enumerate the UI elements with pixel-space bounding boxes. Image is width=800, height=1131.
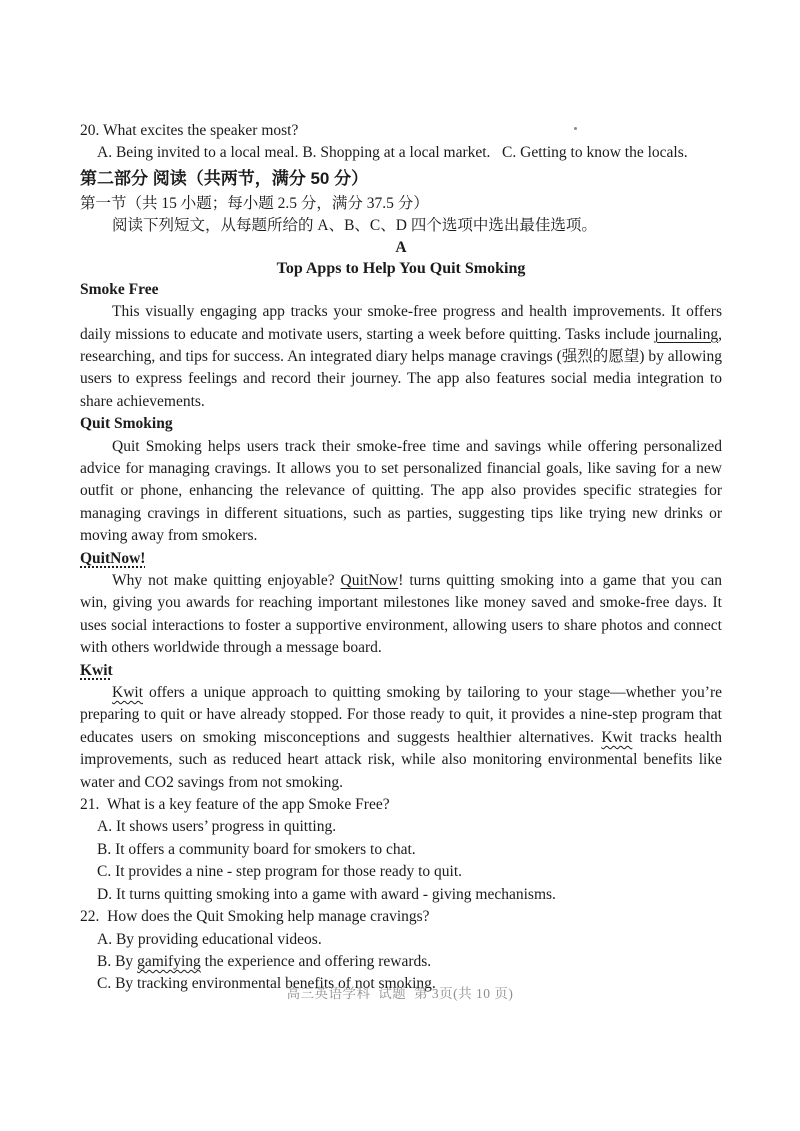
paragraph-text: offers a unique approach to quitting smoking by tailoring to your stage—whether you’re preparing to quit or have already stopped. For those ready to quit, it provides a nine-step program that educates users on smoking misconceptions and suggests healthier alternatives.	[80, 684, 722, 746]
paragraph-text: This visually engaging app tracks your smoke-free progress and health improvements. It offers daily missions to educate and motivate users, starting a week before quitting. Tasks include	[80, 303, 722, 343]
app-section-kwit	[80, 660, 722, 794]
option-text: D. It turns quitting smoking into a game with award - giving mechanisms.	[97, 885, 556, 903]
underlined-heading-kwit: Kwit	[80, 661, 113, 679]
option-text: C. By tracking environmental benefits of not smoking.	[97, 975, 436, 993]
underlined-heading-quitnow: QuitNow!	[80, 549, 146, 567]
paragraph-text: Why not make quitting enjoyable?	[112, 572, 341, 589]
question-option	[80, 861, 722, 883]
option-text: the experience and offering rewards.	[200, 952, 432, 970]
app-name-heading	[80, 548, 722, 570]
paragraph-text: tracks health improvements, such as reduced heart attack risk, while also monitoring environmental benefits like water and CO2 savings from not smoking.	[80, 728, 722, 791]
paragraph-text: , researching, and tips for success. An integrated diary helps manage cravings (强烈的愿望) by allowing users to express feelings and record their journey. The app also features social media integration to share achievements.	[80, 325, 722, 410]
question-option	[80, 839, 722, 861]
option-text: A. It shows users’ progress in quitting.	[97, 818, 337, 836]
question-option	[80, 951, 722, 973]
option-text: A. By providing educational videos.	[97, 930, 322, 948]
paragraph-text: Quit Smoking helps users track their smoke-free time and savings while offering personalized advice for managing cravings. It allows you to set personalized financial goals, like saving for a new outfit or phone, enhancing the relevance of quitting. The app also provides specific strategies for managing cravings in different situations, such as parties, suggesting tips like trying new drinks or moving away from smokers.	[80, 437, 722, 545]
underlined-word-kwit: Kwit	[112, 684, 143, 702]
app-paragraph	[80, 301, 722, 413]
app-section-quitnow	[80, 548, 722, 660]
app-section-quit-smoking	[80, 413, 722, 547]
option-text: B. By	[97, 952, 138, 970]
app-name-heading: Smoke Free	[80, 280, 159, 298]
passage-label: A	[395, 238, 407, 256]
underlined-word-gamifying: gamifying	[137, 952, 201, 970]
underlined-word-kwit: Kwit	[601, 728, 633, 746]
passage-title: Top Apps to Help You Quit Smoking	[276, 259, 526, 277]
question-20-stem: 20. What excites the speaker most?	[80, 122, 299, 139]
option-text: B. It offers a community board for smokers to chat.	[97, 840, 416, 858]
question-21	[80, 794, 722, 906]
app-name-heading: Quit Smoking	[80, 415, 173, 433]
app-section-smoke-free	[80, 279, 722, 413]
app-name-heading	[80, 660, 722, 682]
question-20-options: A. Being invited to a local meal. B. Shopping at a local market. C. Getting to know the locals.	[97, 144, 688, 162]
app-paragraph	[80, 682, 722, 794]
underlined-word-quitnow: QuitNow	[340, 572, 399, 589]
page-footer: 高三英语学科 试题 第 3页(共 10 页)	[286, 986, 514, 1001]
reading-part-header: 第二部分 阅读（共两节，满分 50 分）	[80, 168, 369, 188]
question-stem: 21. What is a key feature of the app Smoke Free?	[80, 796, 390, 814]
question-option	[80, 929, 722, 951]
page-content	[80, 120, 722, 996]
question-option	[80, 816, 722, 838]
reading-section-header: 第一节（共 15 小题；每小题 2.5 分，满分 37.5 分）	[80, 194, 429, 212]
option-text: C. It provides a nine - step program for those ready to quit.	[97, 863, 463, 881]
question-20	[80, 120, 722, 165]
question-option	[80, 884, 722, 906]
reading-instructions: 阅读下列短文，从每题所给的 A、B、C、D 四个选项中选出最佳选项。	[112, 217, 597, 235]
paragraph-text: ! turns quitting smoking into a game that you can win, giving you awards for reaching important milestones like money saved and smoke-free days. It uses social interactions to foster a supportive environment, allowing users to share photos and connect with others worldwide through a message board.	[80, 572, 723, 657]
app-paragraph	[80, 436, 722, 548]
question-stem: 22. How does the Quit Smoking help manage cravings?	[80, 908, 430, 926]
app-paragraph	[80, 570, 722, 660]
underlined-word-journaling: journaling	[654, 325, 719, 343]
